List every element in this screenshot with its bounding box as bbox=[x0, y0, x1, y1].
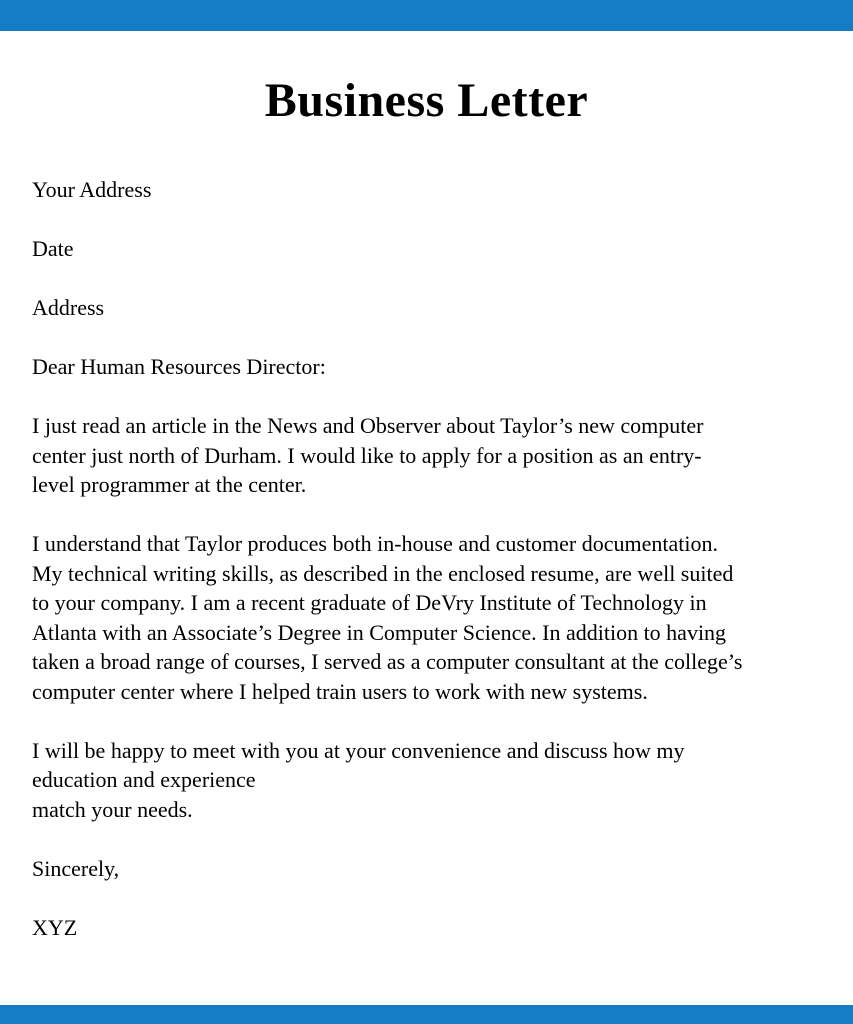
letter-line: Atlanta with an Associate’s Degree in Computer Science. In addition to having bbox=[32, 619, 727, 645]
letter-line: My technical writing skills, as described in the enclosed resume, are well suited bbox=[32, 560, 734, 586]
letter-line: center just north of Durham. I would like to apply for a position as an entry- bbox=[32, 442, 702, 468]
letter-signature: XYZ bbox=[32, 914, 78, 940]
top-accent-bar bbox=[0, 0, 853, 31]
letter-line-date: Date bbox=[32, 236, 74, 261]
letter-body bbox=[32, 175, 823, 942]
letter-line: I will be happy to meet with you at your convenience and discuss how my bbox=[32, 737, 685, 763]
letter-paragraph-1 bbox=[32, 411, 823, 500]
letter-line: to your company. I am a recent graduate of DeVry Institute of Technology in bbox=[32, 590, 707, 615]
letter-paragraph-3 bbox=[32, 736, 823, 825]
bottom-accent-bar bbox=[0, 1005, 853, 1024]
letter-paragraph-2 bbox=[32, 529, 823, 706]
letter-closing: Sincerely, bbox=[32, 855, 120, 881]
letter-line: education and experience bbox=[32, 767, 256, 792]
letter-line: match your needs. bbox=[32, 796, 193, 822]
letter-line: I just read an article in the News and Observer about Taylor’s new computer bbox=[32, 413, 704, 438]
letter-salutation: Dear Human Resources Director: bbox=[32, 354, 326, 379]
letter-line: I understand that Taylor produces both in-house and customer documentation. bbox=[32, 531, 718, 556]
letter-line-address: Address bbox=[32, 295, 105, 320]
letter-line-your-address: Your Address bbox=[32, 177, 152, 202]
letter-line: level programmer at the center. bbox=[32, 472, 307, 497]
page-title: Business Letter bbox=[264, 74, 589, 127]
letter-line: computer center where I helped train users to work with new systems. bbox=[32, 678, 648, 704]
letter-line: taken a broad range of courses, I served as a computer consultant at the college’s bbox=[32, 649, 743, 674]
